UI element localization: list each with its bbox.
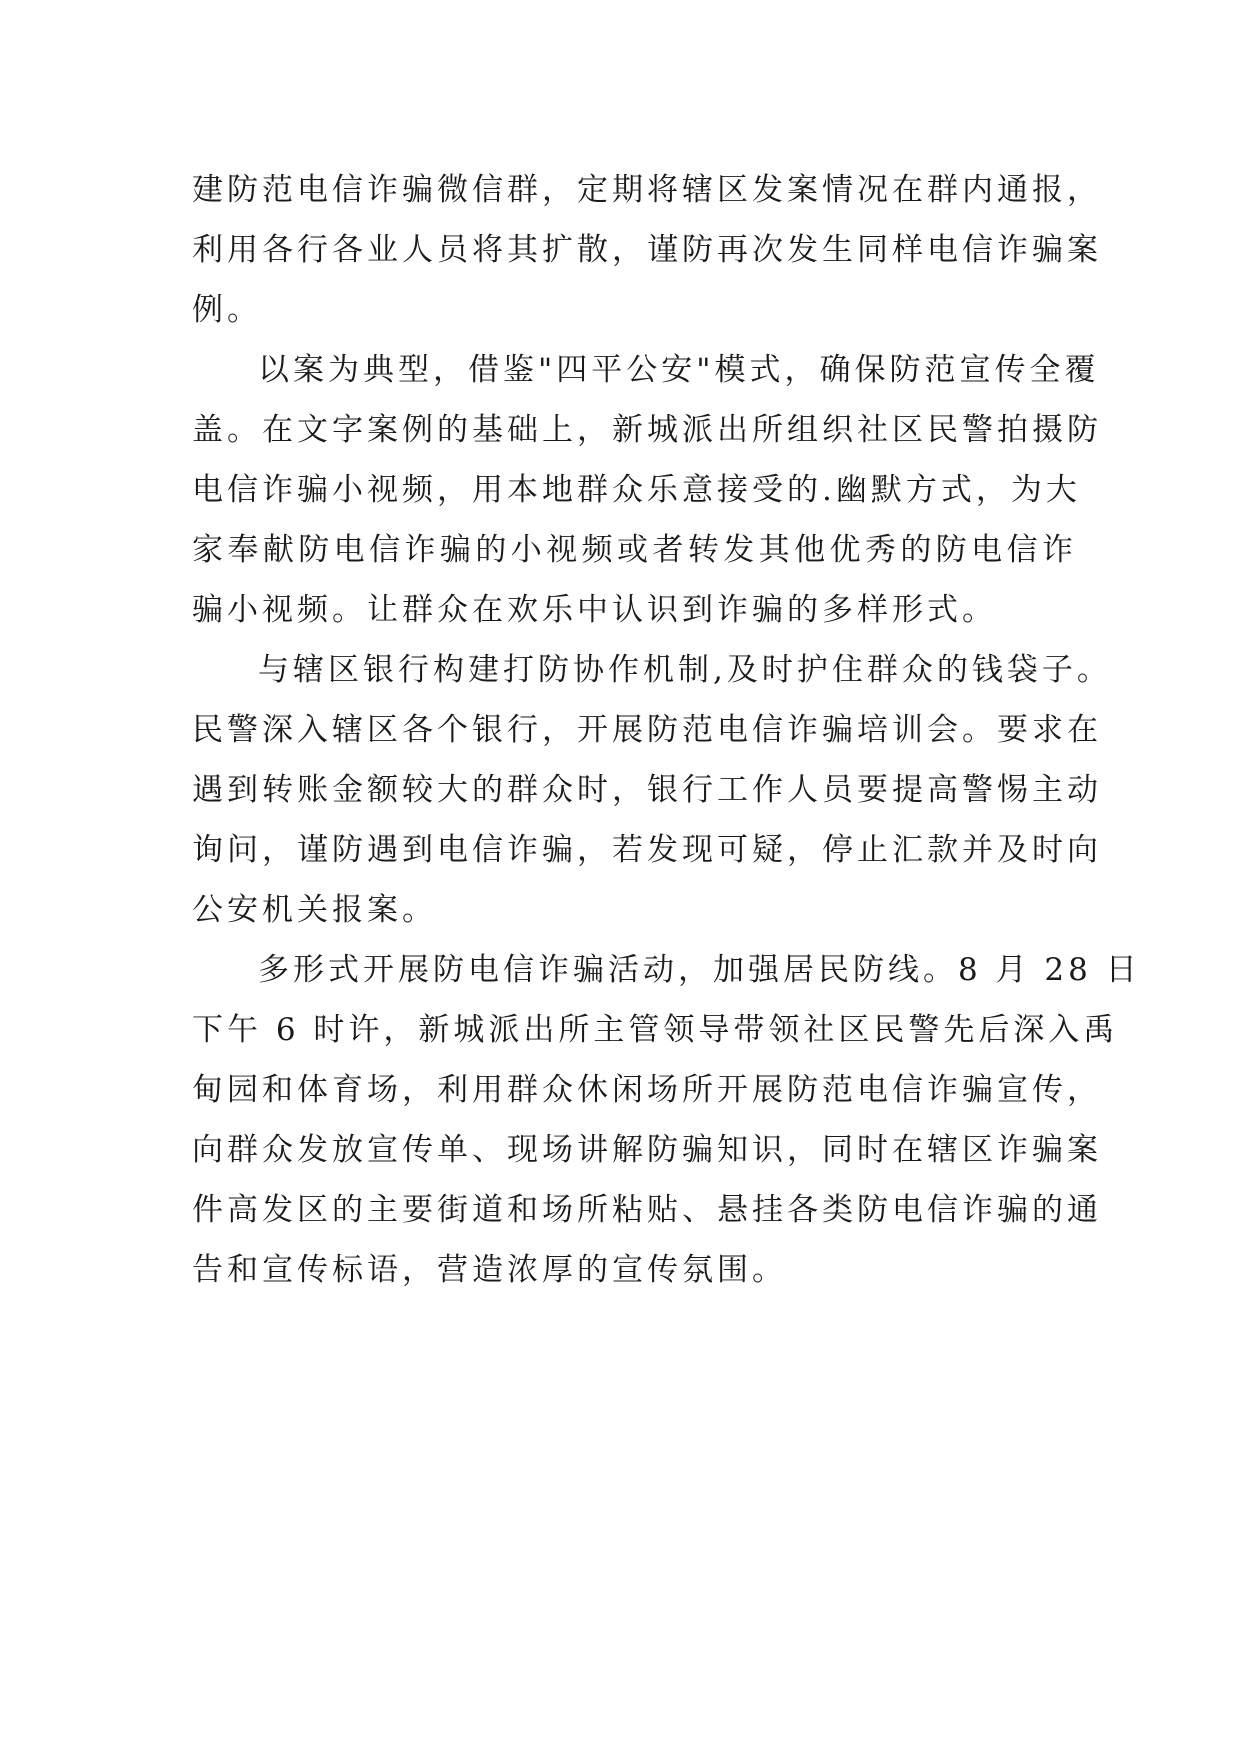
paragraph-2 <box>192 340 1102 640</box>
text-line: 骗小视频。让群众在欢乐中认识到诈骗的多样形式。 <box>192 592 997 628</box>
text-line: 家奉献防电信诈骗的小视频或者转发其他优秀的防电信诈 <box>192 532 1077 568</box>
paragraph-1 <box>192 160 1102 340</box>
text-line: 公安机关报案。 <box>192 892 437 928</box>
text-line: 以案为典型，借鉴"四平公安"模式，确保防范宣传全覆 <box>258 352 1100 388</box>
text-line: 建防范电信诈骗微信群，定期将辖区发案情况在群内通报， <box>192 172 1102 208</box>
text-line: 与辖区银行构建打防协作机制,及时护住群众的钱袋子。 <box>258 652 1112 688</box>
text-line: 下午 6 时许，新城派出所主管领导带领社区民警先后深入禹 <box>192 1012 1119 1048</box>
text-line: 件高发区的主要街道和场所粘贴、悬挂各类防电信诈骗的通 <box>192 1192 1102 1228</box>
text-line: 遇到转账金额较大的群众时，银行工作人员要提高警惕主动 <box>192 772 1102 808</box>
paragraph-4 <box>192 940 1141 1300</box>
text-line: 甸园和体育场，利用群众休闲场所开展防范电信诈骗宣传， <box>192 1072 1102 1108</box>
text-line: 告和宣传标语，营造浓厚的宣传氛围。 <box>192 1252 787 1288</box>
text-line: 询问，谨防遇到电信诈骗，若发现可疑，停止汇款并及时向 <box>192 832 1102 868</box>
text-line: 向群众发放宣传单、现场讲解防骗知识，同时在辖区诈骗案 <box>192 1132 1102 1168</box>
text-line: 盖。在文字案例的基础上，新城派出所组织社区民警拍摄防 <box>192 412 1102 448</box>
paragraph-3 <box>192 640 1112 940</box>
text-line: 多形式开展防电信诈骗活动，加强居民防线。8 月 28 日 <box>258 952 1141 988</box>
text-line: 例。 <box>192 292 262 328</box>
text-line: 民警深入辖区各个银行，开展防范电信诈骗培训会。要求在 <box>192 712 1102 748</box>
document-body <box>192 160 1141 1300</box>
text-line: 电信诈骗小视频，用本地群众乐意接受的.幽默方式，为大 <box>192 472 1081 508</box>
text-line: 利用各行各业人员将其扩散，谨防再次发生同样电信诈骗案 <box>192 232 1102 268</box>
